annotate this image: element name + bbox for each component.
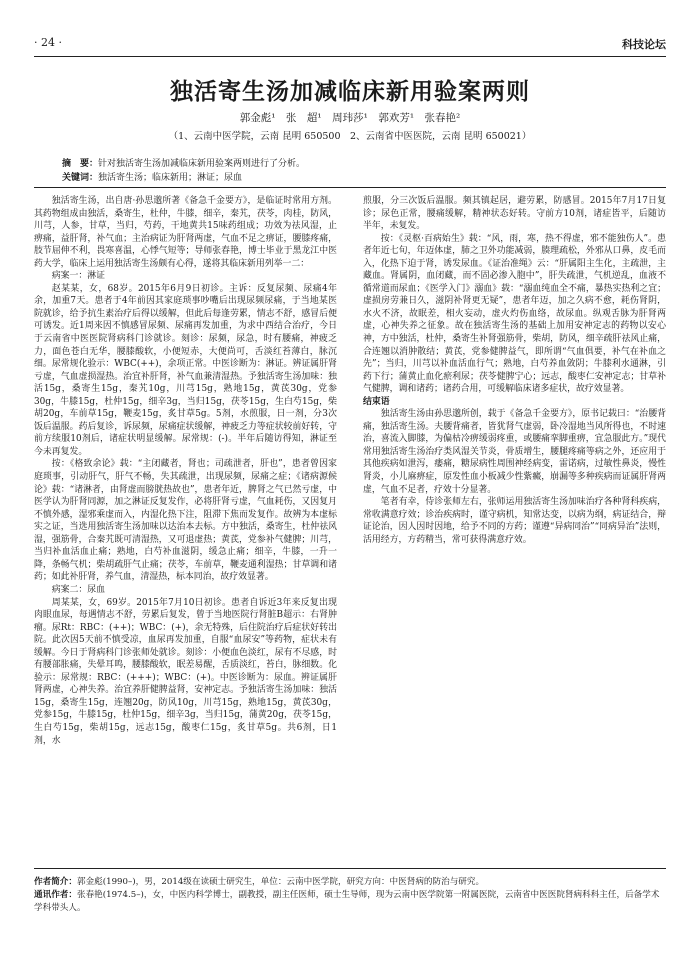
page-number: · 24 ·	[34, 36, 62, 49]
abstract	[62, 156, 660, 169]
paragraph: 煎服，分三次饭后温服。频其镇起居，避劳累，防感冒。2015年7月17日复诊；尿色正常，腰痛缓解，精神状态好转。守前方10剂，诸症皆平，后随访半年，未复发。	[363, 196, 666, 232]
footnotes	[34, 876, 666, 915]
paragraph: 笔者有幸，侍诊张师左右，张师运用独活寄生汤加味治疗各种肾科疾病，常收满意疗效；诊治疾病时，谨守病机，知常达变，以病为纲，病证结合，辩证论治，因人因时因地，给予不同的方药；谨遵“异病同治”“同病异治”法则，活用经方，方药精当，常可获得满意疗效。	[363, 497, 666, 545]
journal-name: 科技论坛	[622, 38, 666, 51]
footnote-rule	[34, 868, 666, 869]
case-heading: 病案一：淋证	[51, 271, 106, 282]
keywords	[62, 170, 660, 183]
author-list: 郭金彪¹ 张 超¹ 周玮莎¹ 郭欢芳¹ 张春艳²	[239, 112, 461, 124]
paragraph: 周某某，女，69岁。2015年7月10日初诊。患者自诉近3年来反复出现肉眼血尿，每遇情志不舒，劳累后复发，曾于当地医院行肾脏B超示：右肾肿瘤。尿Rt：RBC：(++)；WBC：(+)，余无特殊，后住院治疗后症状好转出院。此次因5天前不慎受凉，血尿再发加重，自服“血尿安”等药物，症状未有缓解。今日于肾病科门诊张师处就诊。刻诊：小便血色淡红，尿有不尽感，时有腰部胀痛，失晕耳鸣，腰膝酸软，眠差易醒，舌质淡红，苔白，脉细数。化验示：尿常规：RBC：(+++)；WBC：(+)。中医诊断为：尿血。辨证属肝肾两虚，心神失养。治宜养肝健脾益肾，安神定志。予独活寄生汤加味：独活15g，桑寄生15g，连翘20g，防风10g，川芎15g，熟地15g，黄芪30g，党参15g，牛膝15g，杜仲15g，细辛3g，当归15g，蒲黄20g，茯苓15g，生白芍15g，柴胡15g，远志15g，酸枣仁15g，炙甘草5g。共6剂，日1剂，水	[34, 597, 337, 746]
affiliation: （1、云南中医学院，云南 昆明 650500 2、云南省中医医院，云南 昆明 650021）	[168, 131, 532, 142]
paragraph: 赵某某，女，68岁。2015年6月9日初诊。主诉：反复尿频、尿痛4年余，加重7天。患者于4年前因其家庭琐事吵嘴后出现尿频尿痛，于当地某医院就诊，给予抗生素治疗后得以缓解，但此后每逢劳累，情志不舒，感冒后便可诱发。近1周来因不慎感冒尿频、尿痛再发加重，为求中西结合治疗，今日于云南省中医医院肾病科门诊就诊。刻诊：尿频，尿急，时有腰痛，神疲乏力，面色苍白无华，腰膝酸软，小便短赤，大便尚可，舌淡红苔薄白，脉沉细。尿常规化验示：WBC(++)，余项正常。中医诊断为：淋证。辨证属肝肾亏虚，气血虚损湿热。治宜补肝肾，补气血兼清湿热。予独活寄生汤加味：独活15g，桑寄生15g，秦艽10g，川芎15g，熟地15g，黄芪30g，党参30g，牛膝15g，杜仲15g，细辛3g，当归15g，茯苓15g，生白芍15g，柴胡20g，车前草15g，鞭麦15g，炙甘草5g。5剂，水煎服，日一剂，分3次饭后温服。药后复诊，诉尿频，尿痛症状缓解，神疲乏力等症状较前好转，守前方续服10剂后，诸症状明显缓解。尿常规：(-)。半年后随访得知，淋证至今未再复发。	[34, 283, 337, 457]
footnote-text: 郭金彪(1990–)，男，2014级在读硕士研究生，单位：云南中医学院，研究方向：中医肾病的防治与研究。	[76, 877, 485, 887]
paragraph: 独活寄生汤，出自唐·孙思邈所著《备急千金要方》，是临证时常用方剂。其药物组成由独活，桑寄生，杜仲，牛膝，细辛，秦艽，茯苓，肉桂，防风，川芎，人参，甘草，当归，芍药，干地黄共15味药组成；功效为祛风湿，止痹痛，益肝肾，补气血；主治病证为肝肾两虚，气血不足之痹证，腰膝疼痛，肢节屈伸不利，畏寒喜温，心悸气短等；导师张春艳，博士毕业于黑龙江中医药大学，临床上运用独活寄生汤颇有心得，遂将其临床新用列举一二：	[34, 196, 337, 269]
keywords-label: 关键词：	[62, 173, 99, 183]
keywords-text: 独活寄生汤；临床新用；淋证；尿血	[98, 173, 243, 183]
section-heading: 结束语	[363, 396, 390, 407]
body-column-right	[363, 195, 666, 546]
abstract-label: 摘 要：	[62, 159, 99, 169]
header-rule	[34, 56, 666, 57]
running-header	[34, 36, 666, 52]
paragraph: 按：《灵枢·百病始生》载：“风，雨，寒，热不得虚，邪不能独伤人”。患者年近七旬，年迈体虚，肺之卫外功能减弱，腠理疏松，外邪从口鼻，皮毛而入，化热下迫于肾，诱发尿血。《证治准绳》云：“肝属阳主生化，主疏泄，主藏血。肾属阴，血闭藏，而不固必渗入胞中”，肝失疏泄，气机逆乱，血液不循常道而尿血；《医学入门》溺血》载：“溺血纯血全不痛，暴热实热利之宜；虚损房劳兼日久，滋阴补肾更无疑”，患者年迈，加之久病不愈，耗伤肾阴，水火不济，故眠差，相火妄动，虚火灼伤血络，故尿血。纵观舌脉为肝肾两虚，心神失养之征象。故在独活寄生汤的基础上加用安神定志的药物以安心神，方中独活，杜仲，桑寄生补肾强筋骨，柴胡，防风，细辛疏肝祛风止痛，合连翘以消肿散结；黄芪，党参健脾益气，即所谓“气血俱要，补气在补血之先”；当归，川芎以补血活血行气；熟地，白芍养血敛阴；牛膝利水通淋，引药下行；蒲黄止血化瘀利尿；茯苓健脾宁心；远志，酸枣仁安神定志；甘草补气健脾，调和诸药；诸药合用，可缓解临床诸多症状，故疗效显著。	[363, 233, 666, 395]
footnote-label: 通讯作者：	[34, 890, 77, 900]
article-title: 独活寄生汤加减临床新用验案两则	[170, 79, 530, 105]
abstract-text: 针对独活寄生汤加减临床新用验案两则进行了分析。	[98, 159, 306, 169]
paragraph: 独活寄生汤由孙思邈所创，载于《备急千金要方》，原书记载曰：“治腰背痛，独活寄生汤。夫腰背痛者，皆犹肾气虚弱，卧冷湿地当风所得也，不时速治，喜流入脚膝，为偏枯冷痹缓弱疼重，或腰痛挛脚重痹，宜急服此方。”现代常用独活寄生汤治疗类风湿关节炎，骨质增生，腰腿疼痛等病之外，还应用于其他疾病如泄泻，痿痛，糖尿病性周围神经病变，雷诺病，过敏性鼻炎，慢性肾炎，小儿麻痹症，原发性血小板减少性紫癜，崩漏等多种疾病而证属肝肾两虚，气血不足者，疗效十分显著。	[363, 409, 666, 495]
paragraph: 按：《格致余论》载：“主闭藏者，肾也；司疏泄者，肝也”，患者曾因家庭琐事，引动肝气，肝气不畅，失其疏泄，出现尿频，尿痛之症；《诸病源候论》载：“诸淋者，由肾虚而膀胱热故也”，患者年近，脾肾之气已然亏虚，中医学认为肝肾同源，加之淋证反复发作，必将肝肾亏虚，气血耗伤，又因复月不慎外感，湿邪乘虚而入，内湿化热下注，阻滞下焦而发复作。故辨为本虚标实之证，当选用独活寄生汤加味以达治本去标。方中独活，桑寄生，杜仲祛风湿，强筋骨，合秦艽既可清湿热，又可退虚热；黄芪，党参补气健脾；川芎，当归补血活血止痛；熟地，白芍补血滋阴，缓急止痛；细辛，牛膝，一升一降，条畅气机；柴胡疏肝气止痛；茯苓，车前草，鞭麦通利湿热；甘草调和诸药；如此补肝肾，养气血，清湿热，标本同治，故疗效显著。	[34, 459, 337, 583]
footnote-corresponding-author	[34, 889, 666, 915]
body-column-left	[34, 195, 337, 747]
footnote-author-bio	[34, 876, 666, 889]
case-heading: 病案二：尿血	[51, 584, 106, 595]
footnote-label: 作者简介：	[34, 877, 77, 887]
abstract-rule	[34, 187, 666, 188]
footnote-text: 张春艳(1974.5–)，女，中医内科学博士，副教授，副主任医师，硕士生导师，现为云南中医学院第一附属医院，云南省中医医院肾病科科主任，后备学术学科带头人。	[34, 890, 660, 913]
